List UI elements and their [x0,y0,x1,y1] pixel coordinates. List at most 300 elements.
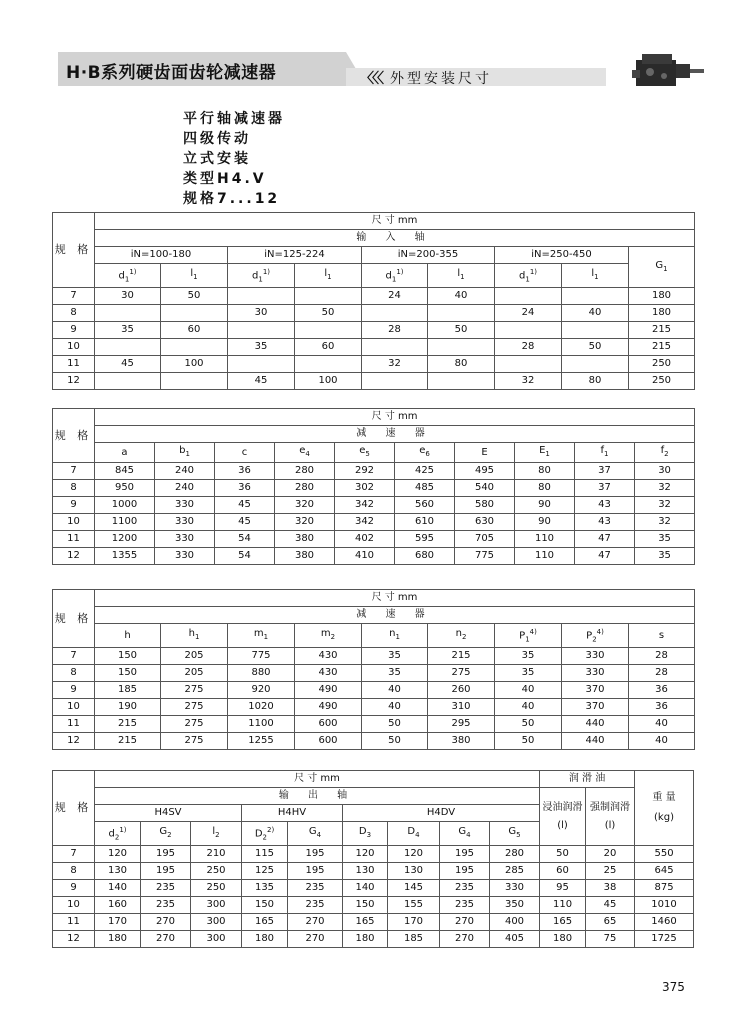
group-header: 输 入 轴 [95,230,695,247]
table-cell: 50 [295,305,362,322]
column-header: $d_1^{1)}$ [228,264,295,288]
table-cell: 20 [586,846,635,863]
table-row [53,463,695,480]
table-cell: 75 [586,931,635,948]
table-cell: 40 [495,699,562,716]
type-header: H4DV [343,805,540,822]
table-cell: 65 [586,914,635,931]
table-cell: 36 [629,699,695,716]
size-cell: 9 [53,682,95,699]
table-cell: 380 [275,531,335,548]
table-cell [95,373,161,390]
table-cell: 145 [388,880,440,897]
heading-line: 平行轴减速器 [183,111,285,127]
column-header: $G_1$ [629,247,695,288]
table-cell: 40 [562,305,629,322]
table-cell: 54 [215,531,275,548]
table-cell: 60 [540,863,586,880]
table-cell: 120 [388,846,440,863]
size-cell: 12 [53,931,95,948]
table-cell [295,356,362,373]
table-cell: 205 [161,648,228,665]
table-cell: 32 [635,514,695,531]
table-row [53,480,695,497]
table-cell: 50 [562,339,629,356]
table-cell: 845 [95,463,155,480]
heading-line: 规格7...12 [183,191,281,207]
column-header: $l_1$ [562,264,629,288]
table-cell: 180 [540,931,586,948]
table-cell: 50 [161,288,228,305]
table-cell: 24 [495,305,562,322]
ratio-header: iN=100-180 [95,247,228,264]
output-shaft-table [52,770,694,948]
table-cell: 320 [275,497,335,514]
table-cell: 60 [161,322,228,339]
ratio-header: iN=125-224 [228,247,362,264]
table-cell: 37 [575,463,635,480]
size-cell: 9 [53,880,95,897]
weight-label: 重 量 [652,792,676,804]
size-label: 规 格 [53,590,95,648]
weight-unit: (kg) [654,812,674,824]
table-cell: 165 [242,914,288,931]
table-body [53,288,695,390]
column-header-row [53,624,695,648]
table-cell: 560 [395,497,455,514]
table-cell: 90 [515,514,575,531]
table-cell: 47 [575,548,635,565]
table-cell: 1355 [95,548,155,565]
table-cell: 485 [395,480,455,497]
dim-header: 尺 寸 mm [95,409,695,426]
table-cell: 50 [540,846,586,863]
table-cell: 630 [455,514,515,531]
size-cell: 10 [53,897,95,914]
table-cell [295,288,362,305]
table-row [53,497,695,514]
table-cell: 180 [629,288,695,305]
table-cell: 950 [95,480,155,497]
size-cell: 12 [53,373,95,390]
table-cell [228,322,295,339]
table-cell: 100 [161,356,228,373]
column-header: s [629,624,695,648]
table-cell: 190 [95,699,161,716]
table-row [53,548,695,565]
size-cell: 11 [53,531,95,548]
table-cell: 250 [191,863,242,880]
heading-line: 四级传动 [183,131,251,147]
column-header: h [95,624,161,648]
table-row [53,880,694,897]
table-cell: 195 [288,863,343,880]
table-cell: 595 [395,531,455,548]
column-header: $D_3$ [343,822,388,846]
table-cell [428,373,495,390]
table-cell: 140 [95,880,141,897]
table-cell: 43 [575,514,635,531]
column-header: $d_2^{1)}$ [95,822,141,846]
size-cell: 10 [53,339,95,356]
group-header: 减 速 器 [95,607,695,624]
table-cell [362,339,428,356]
table-cell [362,305,428,322]
size-label: 规 格 [53,771,95,846]
table-cell: 180 [95,931,141,948]
table-row [53,682,695,699]
table-cell: 195 [440,846,490,863]
table-cell: 35 [635,548,695,565]
lube-type-header [540,788,586,846]
table-cell [161,339,228,356]
ratio-header: iN=200-355 [362,247,495,264]
table-cell [161,373,228,390]
table-row [53,699,695,716]
table-cell: 300 [191,914,242,931]
size-cell: 10 [53,514,95,531]
column-header: $h_1$ [161,624,228,648]
table-cell: 40 [495,682,562,699]
table-cell: 50 [495,716,562,733]
table-cell: 215 [95,716,161,733]
column-header: $E_1$ [515,443,575,463]
table-cell: 320 [275,514,335,531]
page-title: H·B系列硬齿面齿轮减速器 [66,63,277,83]
table-cell [428,339,495,356]
lube-type-header [586,788,635,846]
table-cell: 80 [515,463,575,480]
table-cell: 30 [228,305,295,322]
table-cell: 80 [562,373,629,390]
column-header: $f_1$ [575,443,635,463]
table-cell: 775 [455,548,515,565]
table-cell: 235 [440,880,490,897]
lube-unit: (l) [604,819,616,831]
table-cell: 430 [295,648,362,665]
table-cell: 215 [428,648,495,665]
table-cell [228,288,295,305]
table-cell: 330 [155,514,215,531]
size-cell: 8 [53,665,95,682]
table-cell: 260 [428,682,495,699]
column-header: $l_1$ [295,264,362,288]
table-cell: 45 [228,373,295,390]
table-cell: 130 [95,863,141,880]
table-cell: 880 [228,665,295,682]
size-cell: 7 [53,846,95,863]
table-cell: 490 [295,682,362,699]
table-cell: 600 [295,733,362,750]
table-cell: 292 [335,463,395,480]
table-cell: 35 [228,339,295,356]
size-cell: 8 [53,863,95,880]
chevron-icon: 〈〈〈 [360,71,382,87]
table-cell: 1725 [635,931,694,948]
table-cell: 285 [490,863,540,880]
table-cell: 342 [335,497,395,514]
table-cell: 295 [428,716,495,733]
reducer-dims-table-1 [52,408,695,565]
table-body [53,648,695,750]
table-cell: 275 [161,716,228,733]
table-cell: 402 [335,531,395,548]
table-cell: 330 [490,880,540,897]
type-header: H4SV [95,805,242,822]
table-row [53,863,694,880]
table-cell: 1460 [635,914,694,931]
table-cell [562,288,629,305]
column-header: $d_1^{1)}$ [495,264,562,288]
table-cell: 150 [95,648,161,665]
table-cell: 370 [562,682,629,699]
table-row [53,733,695,750]
table-cell: 50 [362,716,428,733]
table-cell: 165 [343,914,388,931]
size-cell: 9 [53,322,95,339]
table-cell: 250 [191,880,242,897]
table-cell [362,373,428,390]
table-cell: 380 [428,733,495,750]
table-cell: 350 [490,897,540,914]
table-cell: 210 [191,846,242,863]
column-header: $P_2^{4)}$ [562,624,629,648]
table-cell: 130 [388,863,440,880]
table-cell: 36 [215,480,275,497]
table-cell: 250 [629,356,695,373]
size-cell: 7 [53,288,95,305]
table-row [53,665,695,682]
column-header: $D_2^{2)}$ [242,822,288,846]
table-body [53,463,695,565]
table-cell: 610 [395,514,455,531]
table-cell: 45 [215,514,275,531]
table-cell: 1100 [95,514,155,531]
lube-type-label: 强制润滑 [590,801,631,813]
table-cell: 580 [455,497,515,514]
table-cell: 35 [495,665,562,682]
table-cell: 35 [362,648,428,665]
table-cell: 775 [228,648,295,665]
table-cell [495,322,562,339]
table-cell: 235 [440,897,490,914]
table-cell: 1010 [635,897,694,914]
table-cell: 550 [635,846,694,863]
reducer-dims-table-2 [52,589,695,750]
dim-header: 尺 寸 mm [95,771,540,788]
table-cell: 270 [141,914,191,931]
size-cell: 7 [53,648,95,665]
table-cell: 195 [141,863,191,880]
column-header: E [455,443,515,463]
table-cell: 28 [629,665,695,682]
table-cell [295,322,362,339]
table-row [53,356,695,373]
table-cell: 275 [161,682,228,699]
table-cell: 40 [629,716,695,733]
table-cell [495,356,562,373]
group-header: 减 速 器 [95,426,695,443]
table-cell: 240 [155,480,215,497]
table-cell: 35 [362,665,428,682]
table-row [53,373,695,390]
table-cell: 235 [141,880,191,897]
table-cell: 330 [155,548,215,565]
table-cell: 30 [95,288,161,305]
table-cell: 35 [635,531,695,548]
table-cell: 205 [161,665,228,682]
table-cell: 100 [295,373,362,390]
table-cell: 270 [288,931,343,948]
table-cell: 32 [635,497,695,514]
table-cell: 540 [455,480,515,497]
table-cell: 120 [343,846,388,863]
table-cell: 680 [395,548,455,565]
table-cell: 37 [575,480,635,497]
table-cell: 235 [288,897,343,914]
size-label: 规 格 [53,409,95,463]
table-row [53,531,695,548]
table-body [53,846,694,948]
size-cell: 11 [53,356,95,373]
weight-header [635,771,694,846]
table-cell: 215 [629,339,695,356]
table-cell: 95 [540,880,586,897]
table-cell: 30 [635,463,695,480]
column-header: $d_1^{1)}$ [95,264,161,288]
table-cell: 342 [335,514,395,531]
column-header: $b_1$ [155,443,215,463]
table-row [53,914,694,931]
table-cell: 370 [562,699,629,716]
table-cell: 38 [586,880,635,897]
size-cell: 7 [53,463,95,480]
type-header: H4HV [242,805,343,822]
table-cell: 705 [455,531,515,548]
table-cell: 32 [362,356,428,373]
table-row [53,716,695,733]
table-cell: 54 [215,548,275,565]
table-cell: 280 [490,846,540,863]
table-row [53,648,695,665]
column-header: a [95,443,155,463]
size-cell: 8 [53,480,95,497]
column-header: $f_2$ [635,443,695,463]
table-cell: 150 [95,665,161,682]
table-cell: 165 [540,914,586,931]
table-cell: 495 [455,463,515,480]
table-cell: 32 [495,373,562,390]
table-cell [95,339,161,356]
table-cell: 410 [335,548,395,565]
table-cell: 280 [275,480,335,497]
size-label: 规 格 [53,213,95,288]
table-cell: 180 [629,305,695,322]
table-cell: 50 [428,322,495,339]
size-cell: 12 [53,733,95,750]
column-header-row [53,443,695,463]
table-cell: 270 [440,931,490,948]
table-cell: 35 [95,322,161,339]
table-cell: 235 [141,897,191,914]
column-header: $G_5$ [490,822,540,846]
table-cell: 110 [540,897,586,914]
table-cell: 45 [215,497,275,514]
table-cell: 215 [629,322,695,339]
table-cell: 1100 [228,716,295,733]
table-cell: 215 [95,733,161,750]
column-header: $l_1$ [161,264,228,288]
table-cell: 110 [515,531,575,548]
column-header: c [215,443,275,463]
table-cell: 1000 [95,497,155,514]
table-cell: 170 [95,914,141,931]
table-cell: 300 [191,931,242,948]
column-header: $e_5$ [335,443,395,463]
column-header: $G_4$ [440,822,490,846]
lube-header: 润 滑 油 [540,771,635,788]
table-cell: 330 [155,531,215,548]
table-row [53,339,695,356]
ratio-header: iN=250-450 [495,247,629,264]
table-cell: 195 [440,863,490,880]
table-cell: 380 [275,548,335,565]
table-cell: 330 [562,648,629,665]
column-header: $n_1$ [362,624,428,648]
table-cell: 195 [141,846,191,863]
table-cell: 140 [343,880,388,897]
table-cell: 150 [343,897,388,914]
table-cell: 425 [395,463,455,480]
table-cell: 645 [635,863,694,880]
table-cell: 40 [629,733,695,750]
column-header: $n_2$ [428,624,495,648]
table-cell: 302 [335,480,395,497]
table-cell: 1020 [228,699,295,716]
column-header: $e_4$ [275,443,335,463]
table-cell: 920 [228,682,295,699]
table-cell: 1255 [228,733,295,750]
table-cell: 155 [388,897,440,914]
table-cell: 185 [95,682,161,699]
table-cell: 185 [388,931,440,948]
table-cell: 240 [155,463,215,480]
table-cell [495,288,562,305]
table-cell: 180 [242,931,288,948]
table-cell: 25 [586,863,635,880]
table-cell: 35 [495,648,562,665]
table-cell: 275 [428,665,495,682]
table-cell: 280 [275,463,335,480]
table-cell [95,305,161,322]
size-cell: 9 [53,497,95,514]
table-row [53,305,695,322]
table-row [53,322,695,339]
table-cell: 125 [242,863,288,880]
table-cell: 50 [495,733,562,750]
lube-type-label: 浸油润滑 [542,801,583,813]
column-header: $l_2$ [191,822,242,846]
column-header: $e_6$ [395,443,455,463]
table-cell: 45 [95,356,161,373]
table-cell: 170 [388,914,440,931]
table-cell: 90 [515,497,575,514]
table-cell [562,322,629,339]
column-header: $m_2$ [295,624,362,648]
table-cell: 40 [362,699,428,716]
column-header: $G_2$ [141,822,191,846]
table-row [53,514,695,531]
